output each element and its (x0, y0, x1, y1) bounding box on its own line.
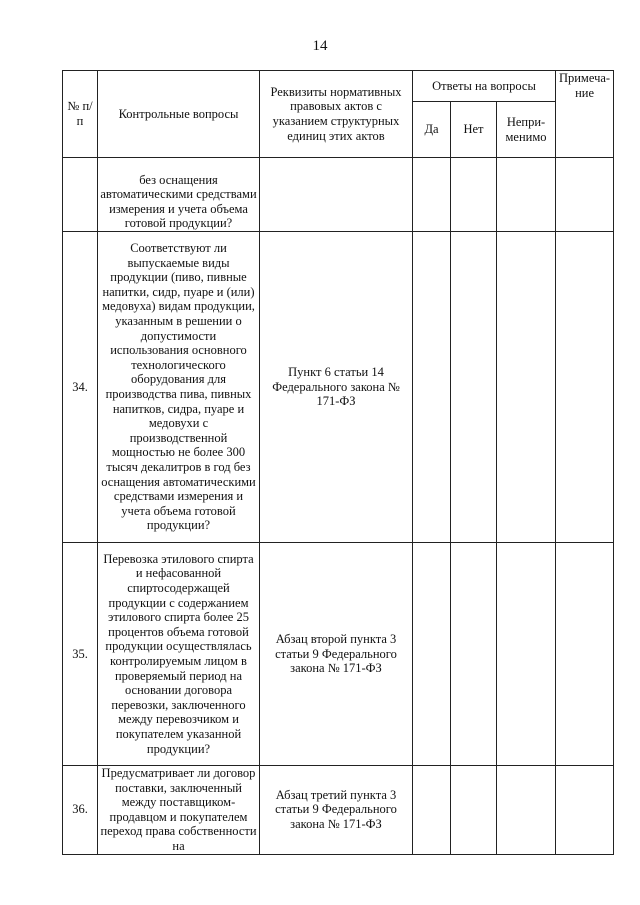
note-cell[interactable] (556, 766, 614, 855)
table-row (63, 232, 614, 543)
answer-yes-cell[interactable] (413, 766, 451, 855)
row-requisites: Пункт 6 статьи 14 Федерального закона № 171-ФЗ (260, 232, 413, 543)
row-question: без оснащения автоматическими средствами измерения и учета объема готовой продукции? (98, 158, 260, 232)
answer-no-cell[interactable] (451, 232, 497, 543)
header-no: Нет (451, 102, 497, 158)
header-yes: Да (413, 102, 451, 158)
table-row (63, 543, 614, 766)
answer-no-cell[interactable] (451, 158, 497, 232)
answer-not-applicable-cell[interactable] (497, 766, 556, 855)
answer-no-cell[interactable] (451, 766, 497, 855)
answer-yes-cell[interactable] (413, 232, 451, 543)
answer-not-applicable-cell[interactable] (497, 232, 556, 543)
row-number: 35. (63, 543, 98, 766)
header-note: Примеча-ние (556, 71, 614, 158)
row-question: Предусматривает ли договор поставки, заключенный между поставщиком-продавцом и покупателем переход права собственности на (98, 766, 260, 855)
header-num: № п/п (63, 71, 98, 158)
header-not-applicable: Непри-менимо (497, 102, 556, 158)
answer-not-applicable-cell[interactable] (497, 158, 556, 232)
page-number: 14 (312, 38, 328, 54)
answer-no-cell[interactable] (451, 543, 497, 766)
header-question: Контрольные вопросы (98, 71, 260, 158)
table-row (63, 766, 614, 855)
note-cell[interactable] (556, 232, 614, 543)
row-requisites: Абзац третий пункта 3 статьи 9 Федерального закона № 171-ФЗ (260, 766, 413, 855)
answer-not-applicable-cell[interactable] (497, 543, 556, 766)
checklist-table (62, 70, 614, 855)
header-answers: Ответы на вопросы (413, 71, 556, 102)
row-number: 36. (63, 766, 98, 855)
row-requisites: Абзац второй пункта 3 статьи 9 Федерального закона № 171-ФЗ (260, 543, 413, 766)
header-row (63, 71, 614, 102)
row-number (63, 158, 98, 232)
row-requisites (260, 158, 413, 232)
answer-yes-cell[interactable] (413, 158, 451, 232)
header-requisites: Реквизиты нормативных правовых актов с указанием структурных единиц этих актов (260, 71, 413, 158)
answer-yes-cell[interactable] (413, 543, 451, 766)
note-cell[interactable] (556, 543, 614, 766)
row-question: Соответствуют ли выпускаемые виды продукции (пиво, пивные напитки, сидр, пуаре и (или) медовуха) видам продукции, указанным в решении о допустимости использования основного технологического оборудования для производства пива, пивных напитков, сидра, пуаре и медовухи с производственной мощностью не более 300 тысяч декалитров в год без оснащения автоматическими средствами измерения и учета объема готовой продукции? (98, 232, 260, 543)
row-number: 34. (63, 232, 98, 543)
table-row (63, 158, 614, 232)
note-cell[interactable] (556, 158, 614, 232)
row-question: Перевозка этилового спирта и нефасованной спиртосодержащей продукции с содержанием этилового спирта более 25 процентов объема готовой продукции осуществлялась контролируемым лицом в проверяемый период на основании договора перевозки, заключенного между перевозчиком и покупателем указанной продукции? (98, 543, 260, 766)
